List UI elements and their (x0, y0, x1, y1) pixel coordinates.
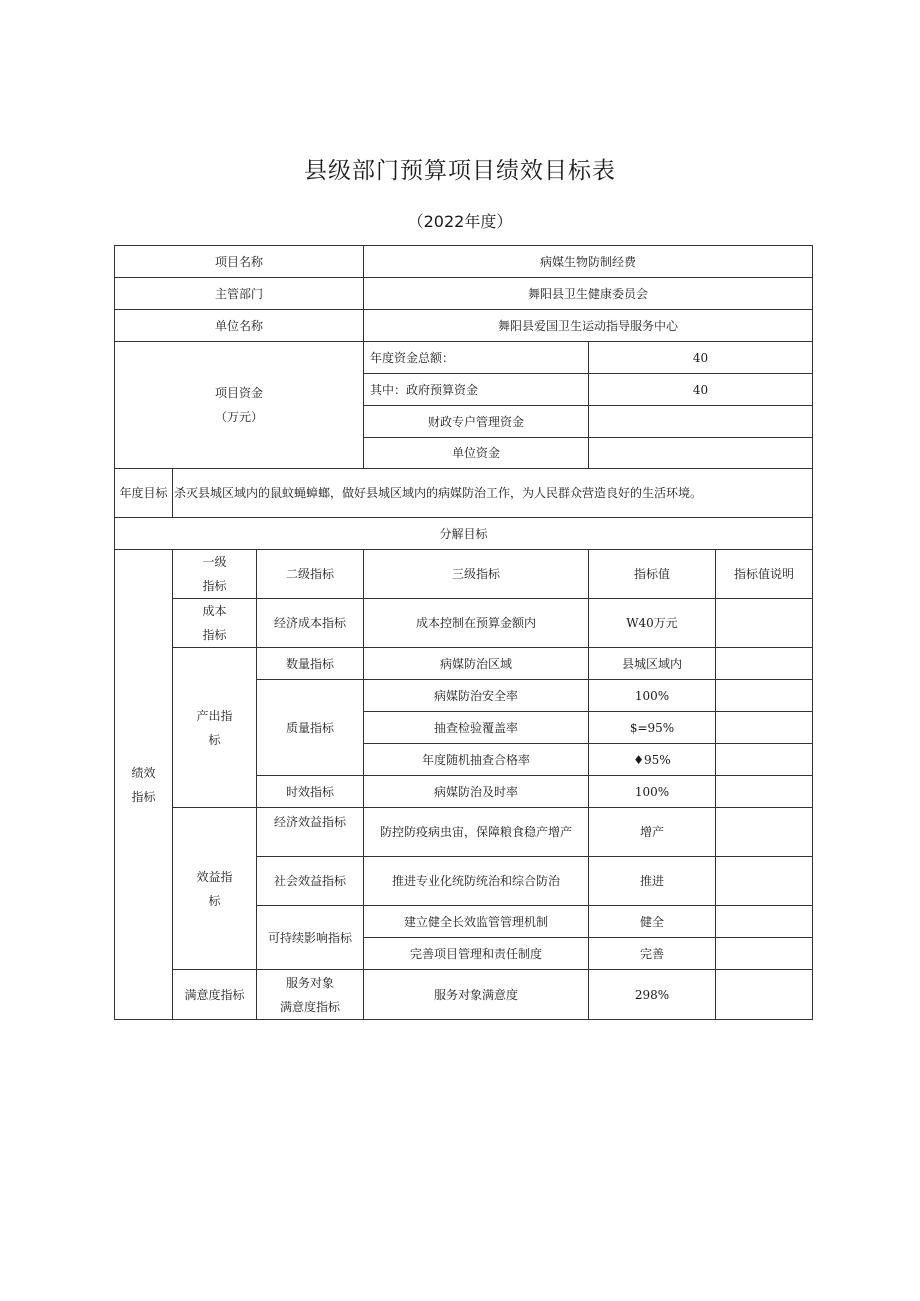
quality-note (716, 744, 813, 776)
sustain-level2: 可持续影响指标 (257, 906, 364, 970)
perf-label-line1: 绩效 (131, 765, 156, 780)
quality-value: ♦95% (589, 744, 716, 776)
row-breakdown (115, 518, 813, 550)
satisfaction-level2 (257, 970, 364, 1020)
funds-row-value (589, 438, 813, 469)
funds-row-value: 40 (589, 342, 813, 374)
project-name-value: 病媒生物防制经费 (364, 246, 813, 278)
economic-level3: 防控防疫病虫宙，保障粮食稳产增产 (364, 808, 589, 857)
performance-target-table (114, 245, 813, 1020)
header-value: 指标值 (589, 550, 716, 599)
cost-value: W40万元 (589, 599, 716, 648)
funds-label: 项目资金 (214, 386, 263, 400)
header-note: 指标值说明 (716, 550, 813, 599)
year-label: （2022年度） (407, 212, 513, 231)
department-label: 主管部门 (115, 278, 364, 310)
row-unit (115, 310, 813, 342)
benefit-level1-line2: 标 (208, 893, 221, 908)
output-level1 (173, 648, 257, 808)
unit-value: 舞阳县爱国卫生运动指导服务中心 (364, 310, 813, 342)
row-cost (115, 599, 813, 648)
header-level1 (173, 550, 257, 599)
quality-value: 100% (589, 680, 716, 712)
satisfaction-note (716, 970, 813, 1020)
header-level2: 二级指标 (257, 550, 364, 599)
funds-row-label: 其中：政府预算资金 (364, 374, 589, 406)
quantity-value: 县城区域内 (589, 648, 716, 680)
project-name-label: 项目名称 (115, 246, 364, 278)
project-funds-label (115, 342, 364, 469)
time-note (716, 776, 813, 808)
sustain-level3: 建立健全长效监管管理机制 (364, 906, 589, 938)
satisfaction-level2-line1: 服务对象 (285, 975, 334, 990)
funds-row-label: 财政专户管理资金 (364, 406, 589, 438)
economic-level2: 经济效益指标 (257, 808, 364, 857)
unit-label: 单位名称 (115, 310, 364, 342)
quality-level2: 质量指标 (257, 680, 364, 776)
cost-note (716, 599, 813, 648)
satisfaction-value: 298% (589, 970, 716, 1020)
performance-indicator-label (115, 550, 173, 1020)
header-level1-line1: 一级 (202, 555, 227, 569)
funds-row-value (589, 406, 813, 438)
social-level3: 推进专业化统防统治和综合防治 (364, 857, 589, 906)
social-level2: 社会效益指标 (257, 857, 364, 906)
quality-level3: 病媒防治安全率 (364, 680, 589, 712)
row-indicator-header (115, 550, 813, 599)
page-title: 县级部门预算项目绩效目标表 (304, 158, 616, 184)
sustain-note (716, 938, 813, 970)
satisfaction-level1: 满意度指标 (173, 970, 257, 1020)
funds-row-label: 单位资金 (364, 438, 589, 469)
cost-level1 (173, 599, 257, 648)
row-project-name (115, 246, 813, 278)
social-value: 推进 (589, 857, 716, 906)
quality-value: $=95% (589, 712, 716, 744)
quality-note (716, 712, 813, 744)
sustain-level3: 完善项目管理和责任制度 (364, 938, 589, 970)
department-value: 舞阳县卫生健康委员会 (364, 278, 813, 310)
row-benefit-economic (115, 808, 813, 857)
cost-level1-line1: 成本 (202, 604, 227, 618)
header-level3: 三级指标 (364, 550, 589, 599)
sustain-value: 完善 (589, 938, 716, 970)
benefit-level1-line1: 效益指 (196, 869, 233, 884)
quality-note (716, 680, 813, 712)
quality-level3: 年度随机抽查合格率 (364, 744, 589, 776)
annual-goal-label: 年度目标 (115, 469, 173, 518)
output-level1-line2: 标 (208, 732, 221, 747)
economic-note (716, 808, 813, 857)
quantity-level2: 数量指标 (257, 648, 364, 680)
sustain-value: 健全 (589, 906, 716, 938)
time-level3: 病媒防治及时率 (364, 776, 589, 808)
row-satisfaction (115, 970, 813, 1020)
quantity-level3: 病媒防治区域 (364, 648, 589, 680)
annual-goal-text: 杀灭县城区域内的鼠蚊蝇蟑螂，做好县城区域内的病媒防治工作，为人民群众营造良好的生活环境。 (173, 469, 813, 518)
benefit-level1 (173, 808, 257, 970)
satisfaction-level2-line2: 满意度指标 (279, 999, 340, 1014)
quality-level3: 抽查检验覆盖率 (364, 712, 589, 744)
economic-value: 增产 (589, 808, 716, 857)
row-annual-goal (115, 469, 813, 518)
quantity-note (716, 648, 813, 680)
perf-label-line2: 指标 (131, 789, 156, 804)
row-output-quantity (115, 648, 813, 680)
time-value: 100% (589, 776, 716, 808)
row-department (115, 278, 813, 310)
satisfaction-level3: 服务对象满意度 (364, 970, 589, 1020)
funds-row-value: 40 (589, 374, 813, 406)
funds-unit: （万元） (214, 410, 263, 424)
cost-level2: 经济成本指标 (257, 599, 364, 648)
funds-row-label: 年度资金总额： (364, 342, 589, 374)
row-funds-total (115, 342, 813, 374)
time-level2: 时效指标 (257, 776, 364, 808)
cost-level3: 成本控制在预算金额内 (364, 599, 589, 648)
output-level1-line1: 产出指 (196, 708, 233, 723)
social-note (716, 857, 813, 906)
header-level1-line2: 指标 (202, 579, 227, 593)
sustain-note (716, 906, 813, 938)
breakdown-label: 分解目标 (115, 518, 813, 550)
cost-level1-line2: 指标 (202, 628, 227, 642)
